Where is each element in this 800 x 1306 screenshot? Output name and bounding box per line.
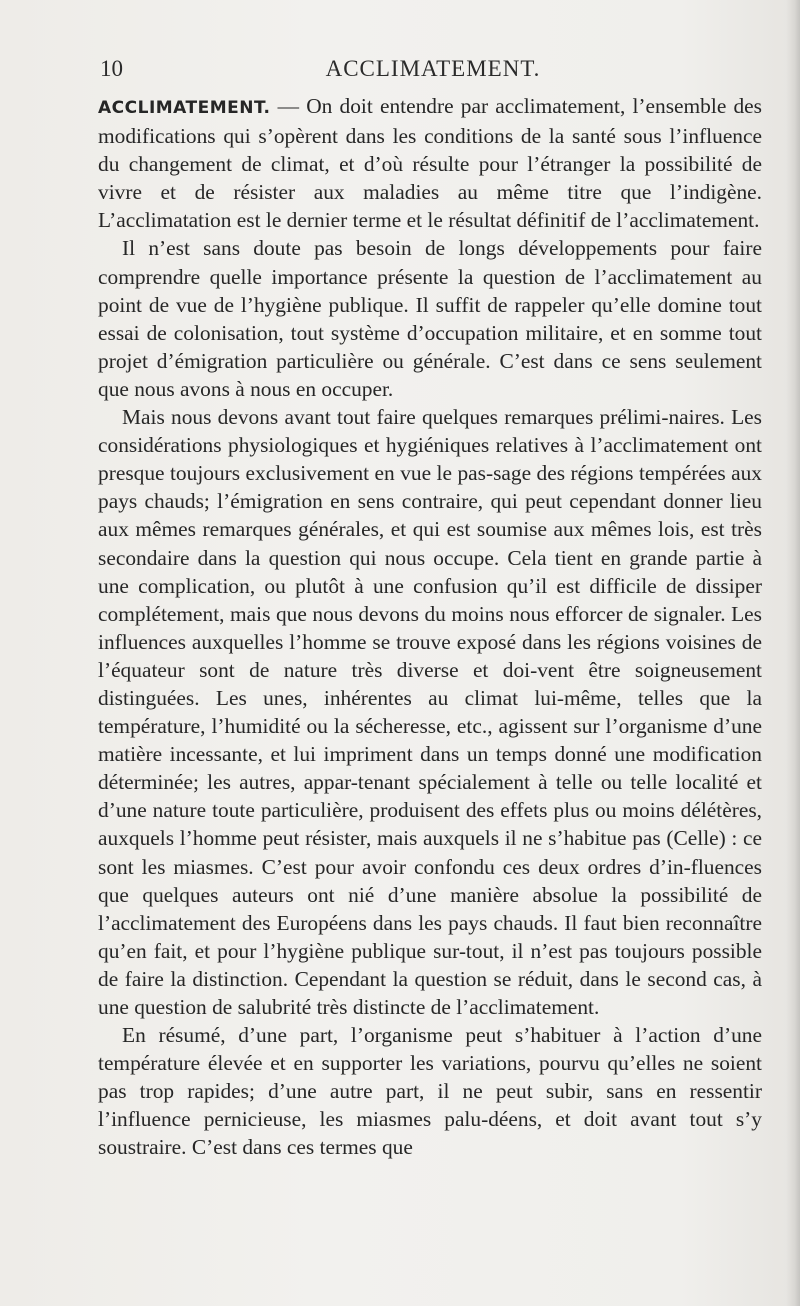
- running-head: ACCLIMATEMENT.: [325, 56, 541, 81]
- paragraph-1: [98, 92, 762, 234]
- headword: ACCLIMATEMENT.: [98, 98, 271, 118]
- article-body: [98, 92, 762, 1162]
- page-header: [98, 56, 748, 88]
- paragraph-1-text: — On doit entendre par acclimatement, l’ensemble des modifications qui s’opèrent dans les conditions de la santé sous l’influence du changement de climat, et d’où résulte pour l’étranger la possibilité de vivre et de résister aux maladies au même titre que l’indigène. L’acclimatation est le dernier terme et le résultat définitif de l’acclimatement.: [98, 94, 762, 233]
- page-number: 10: [100, 56, 123, 81]
- paragraph-2: Il n’est sans doute pas besoin de longs développements pour faire comprendre quelle importance présente la question de l’acclimatement au point de vue de l’hygiène publique. Il suffit de rappeler qu’elle domine tout essai de colonisation, tout système d’occupation militaire, et en somme tout projet d’émigration particulière ou générale. C’est dans ce sens seulement que nous avons à nous en occuper.: [98, 236, 762, 401]
- paragraph-3: Mais nous devons avant tout faire quelques remarques prélimi-naires. Les considérations physiologiques et hygiéniques relatives à l’acclimatement ont presque toujours exclusivement en vue le pas-sage des régions tempérées aux pays chauds; l’émigration en sens contraire, qui peut cependant donner lieu aux mêmes remarques générales, et qui est soumise aux mêmes lois, est très secondaire dans la question qui nous occupe. Cela tient en grande partie à une complication, ou plutôt à une confusion qu’il est difficile de dissiper complétement, mais que nous devons du moins nous efforcer de signaler. Les influences auxquelles l’homme se trouve exposé dans les régions voisines de l’équateur sont de nature très diverse et doi-vent être soigneusement distinguées. Les unes, inhérentes au climat lui-même, telles que la température, l’humidité ou la sécheresse, etc., agissent sur l’organisme d’une matière incessante, et lui impriment dans un temps donné une modification déterminée; les autres, appar-tenant spécialement à telle ou telle localité et d’une nature toute particulière, produisent des effets plus ou moins délétères, auxquels l’homme peut résister, mais auxquels il ne s’habitue pas (Celle) : ce sont les miasmes. C’est pour avoir confondu ces deux ordres d’in-fluences que quelques auteurs ont nié d’une manière absolue la possibilité de l’acclimatement des Européens dans les pays chauds. Il faut bien reconnaître qu’en fait, et pour l’hygiène publique sur-tout, il n’est pas toujours possible de faire la distinction. Cependant la question se réduit, dans le second cas, à une question de salubrité très distincte de l’acclimatement.: [98, 405, 762, 1019]
- page-edge-shadow: [786, 0, 800, 1306]
- paragraph-4: En résumé, d’une part, l’organisme peut s’habituer à l’action d’une température élevée et en supporter les variations, pourvu qu’elles ne soient pas trop rapides; d’une autre part, il ne peut subir, sans en ressentir l’influence pernicieuse, les miasmes palu-déens, et doit avant tout s’y soustraire. C’est dans ces termes que: [98, 1023, 762, 1160]
